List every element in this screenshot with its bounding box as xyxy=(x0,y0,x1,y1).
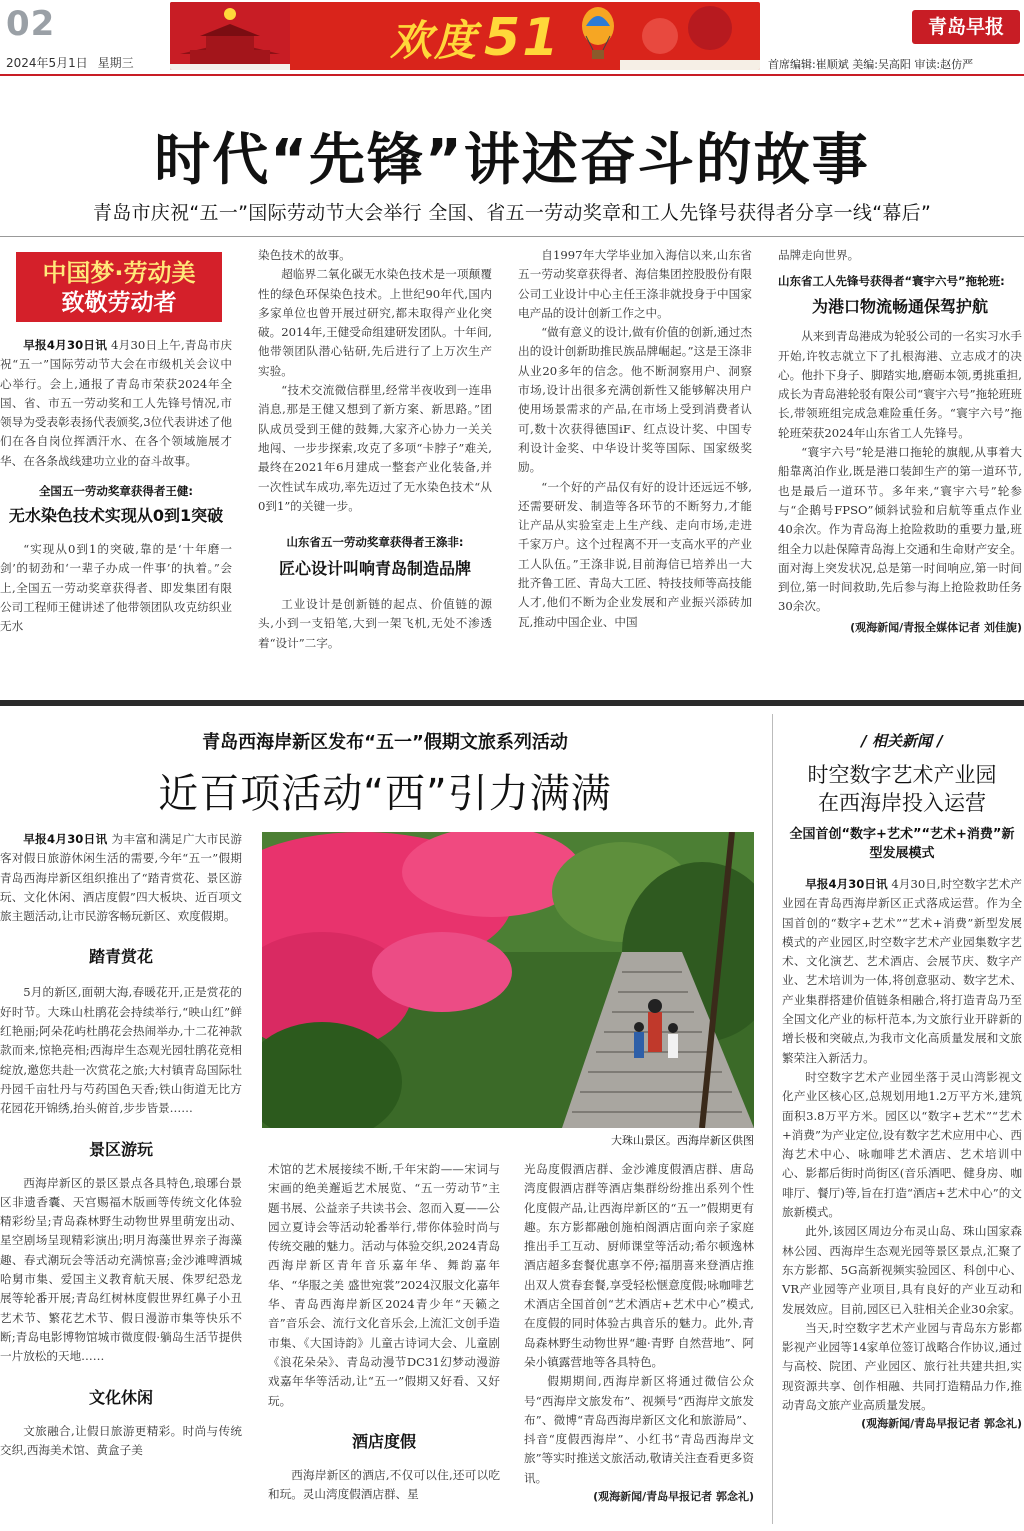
feature-badge xyxy=(16,252,222,322)
tiananmen-illustration xyxy=(170,2,290,70)
related-title-1: 时空数字艺术产业园 xyxy=(807,763,997,787)
second-intro xyxy=(0,830,242,926)
col4-title: 为港口物流畅通保驾护航 xyxy=(811,297,988,317)
col2-kicker: 山东省五一劳动奖章获得者王涤非: xyxy=(286,535,464,550)
mid-para-2: 西海岸新区的酒店,不仅可以住,还可以吃和玩。灵山湾度假酒店群、星 xyxy=(268,1467,500,1502)
second-kicker: 青岛西海岸新区发布“五一”假期文旅系列活动 xyxy=(202,732,568,753)
date-text: 2024年5月1日 xyxy=(6,56,88,70)
dateline: 早报4月30日讯 xyxy=(23,338,108,352)
azalea-photo xyxy=(262,832,754,1128)
sec4-heading: 酒店度假 xyxy=(351,1431,416,1451)
related-rule xyxy=(772,714,773,1524)
second-col-3 xyxy=(524,1160,754,1504)
col1-kicker: 全国五一劳动奖章获得者王健: xyxy=(38,484,194,499)
related-para-4: 当天,时空数字艺术产业园与青岛东方影都影视产业园等14家单位签订战略合作协议,通过与高校、院团、产业园区、旅行社共建共担,实现资源共享、创作相融、共同打造精品力作,推动青岛文旅产业高质量发展。 xyxy=(782,1320,1022,1413)
second-byline: (观海新闻/青岛早报记者 郭念礼) xyxy=(593,1490,754,1504)
related-byline: (观海新闻/青岛早报记者 郭念礼) xyxy=(861,1417,1022,1431)
paper-logo: 青岛早报 xyxy=(912,10,1020,44)
related-para-2: 时空数字艺术产业园坐落于灵山湾影视文化产业区核心区,总规划用地1.2万平方米,建筑面积3.8万平方米。园区以“数字+艺术”“艺术+消费”为产业定位,设有数字艺术应用中心、西海艺术中心、咏咖啡艺术酒店、艺术培训中心、影都后街时尚街区(音乐酒吧、健身房、咖啡厅、餐厅)等,旨在打造“酒店+艺术中心”的文旅新模式。 xyxy=(782,1069,1022,1220)
banner-word: 欢度 xyxy=(390,16,479,65)
lead-col3-para-2: “做有意义的设计,做有价值的创新,通过杰出的设计创新助推民族品牌崛起。”这是王涤非从业20多年的信念。他不断洞察用户、洞察市场,设计出很多充满创新性又能够解决用户使用场景需求的产品,在市场上受到消费者认可,数十次获得德国iF、红点设计奖、中国专利设计金奖、中华设计奖等国际、国家级奖励。 xyxy=(518,325,752,475)
badge-line-2: 致敬劳动者 xyxy=(61,290,177,316)
lead-col4-para-1: 品牌走向世界。 xyxy=(778,248,860,262)
lead-col4-para-2: 从来到青岛港成为轮驳公司的一名实习水手开始,许牧志就立下了扎根海港、立志成才的决心。他扑下身子、脚踏实地,磨砺本领,勇挑重担,成长为青岛港轮驳有限公司“寰宇六号”拖轮班班长,带领班组完成急难险重任务。“寰宇六号”拖轮班荣获2024年山东省工人先锋号。 xyxy=(778,329,1022,440)
related-para-1-text: 4月30日,时空数字艺术产业园在青岛西海岸新区正式落成运营。作为全国首创的“数字+艺术”“艺术+消费”新型发展模式的产业园区,时空数字艺术产业园集数字艺术、文化演艺、艺术酒店、会展节庆、数字产业、艺术培训为一体,将创意驱动、数字艺术、产业集群搭建价值链条相融合,将打造青岛乃至全国文化产业的标杆范本,为文旅行业开辟新的增长极和突破点,为我市文化高质量发展和文旅繁荣注入新活力。 xyxy=(782,877,1023,1065)
lead-col1-para-1 xyxy=(0,336,232,471)
related-para-3: 此外,该园区周边分布灵山岛、珠山国家森林公园、西海岸生态观光园等景区景点,汇聚了东方影都、5G高新视频实验园区、科创中心、VR产业园等产业项目,具有良好的产业互动和发展效应。目前,园区已入驻相关企业30余家。 xyxy=(782,1224,1022,1316)
lead-col2-para-3: “技术交流微信群里,经常半夜收到一连串消息,那是王健又想到了新方案、新思路。”团队成员受到王健的鼓舞,大家齐心协力一关关地闯、一步步探索,攻克了多项“卡脖子”难关,最终在2021年6月建成一整套产业化装备,并一次性试车成功,率先迈过了无水染色技术“从0到1”的关键一步。 xyxy=(258,383,492,513)
lead-headline: 时代“先锋”讲述奋斗的故事 xyxy=(154,128,870,193)
lead-subhead: 青岛市庆祝“五一”国际劳动节大会举行 全国、省五一劳动奖章和工人先锋号获得者分享一线“幕后” xyxy=(92,202,932,224)
holiday-banner xyxy=(170,2,760,70)
banner-number: 51 xyxy=(484,8,561,68)
issue-date xyxy=(6,54,134,71)
photo-caption: 大珠山景区。西海岸新区供图 xyxy=(611,1134,754,1147)
header-rule xyxy=(0,74,1024,76)
sec3-text: 文旅融合,让假日旅游更精彩。时尚与传统交织,西海美术馆、黄盒子美 xyxy=(0,1423,242,1457)
lead-col2-para-1: 染色技术的故事。 xyxy=(258,248,351,262)
lead-col1-para-2: “实现从0到1的突破,靠的是‘十年磨一剑’的韧劲和‘一辈子办成一件事’的执着。”会上,全国五一劳动奖章获得者、即发集团有限公司工程师王健讲述了他带领团队攻克纺织业无水 xyxy=(0,542,232,634)
lead-col2-para-2: 超临界二氧化碳无水染色技术是一项颠覆性的绿色环保染色技术。上世纪90年代,国内多家单位也曾开展过研究,都未取得产业化突破。2014年,王健受命组建研发团队。十年间,他带领团队潜心钻研,先后进行了上万次生产实验。 xyxy=(258,267,492,378)
lead-col-4 xyxy=(778,246,1022,635)
section-separator xyxy=(0,700,1024,706)
sec2-text: 西海岸新区的景区景点各具特色,琅琊台景区非遗香囊、天宫赐福木版画等传统文化体验精彩纷呈;青岛森林野生动物世界里萌宠出动、星空剧场呈现精彩演出;明月海藻世界亲子海藻趣、春式潮玩会等活动充满惊喜;金沙滩啤酒城哈舅市集、爱国主义教育航天展、侏罗纪恐龙展等轮番开展;青岛红树林度假世界红鼻子小丑艺术节、繁花艺术节、假日漫游市集等快乐不断;青岛电影博物馆城市微度假·躺岛生活节提供一片放松的天地…… xyxy=(0,1175,242,1364)
right-para-2: 假期期间,西海岸新区将通过微信公众号“西海岸文旅发布”、视频号“西海岸文旅发布”、微博“青岛西海岸新区文化和旅游局”、抖音“度假西海岸”、小红书“青岛西海岸文旅”等实时推送文旅活动,敬请关注查看更多资讯。 xyxy=(524,1374,754,1485)
col4-kicker: 山东省工人先锋号获得者“寰宇六号”拖轮班: xyxy=(778,274,1005,289)
second-intro-text: 为丰富和满足广大市民游客对假日旅游休闲生活的需要,今年“五一”假期青岛西海岸新区组织推出了“踏青赏花、景区游玩、文化休闲、酒店度假”四大板块、近百项文旅主题活动,让市民游客畅玩新区、欢度假期。 xyxy=(0,832,243,924)
related-deck: 全国首创“数字+艺术”“艺术+消费”新型发展模式 xyxy=(789,827,1015,861)
related-dateline: 早报4月30日讯 xyxy=(805,877,888,891)
badge-line-1: 中国梦·劳动美 xyxy=(42,259,196,287)
sec1-heading: 踏青赏花 xyxy=(88,947,153,967)
second-dateline: 早报4月30日讯 xyxy=(23,832,108,846)
lead-col-1 xyxy=(0,252,232,637)
right-para-1: 光岛度假酒店群、金沙滩度假酒店群、唐岛湾度假酒店群等酒店集群纷纷推出系列个性化度假产品,让西海岸新区的“五一”假期更有趣。东方影都融创施柏阁酒店面向亲子家庭推出手工互动、厨师课堂等活动;希尔顿逸林酒店超多套餐优惠享不停;福朋喜来登酒店推出双人赏春套餐,享受轻松惬意度假;咏咖啡艺术酒店全国首创“艺术酒店+艺术中心”模式,在度假的同时体验古典音乐的魅力。此外,青岛森林野生动物世界“趣·青野 自然营地”、阿朵小镇露营地等各具特色。 xyxy=(524,1162,754,1369)
lead-col-2 xyxy=(258,246,492,653)
sec1-text: 5月的新区,面朝大海,春暖花开,正是赏花的好时节。大珠山杜鹃花会持续举行,“映山红”鲜红艳丽;阿朵花屿杜鹃花会热闹举办,十二花神款款而来,惊艳亮相;西海岸生态观光园牡鹃花竞相绽放,邀您共赴一次赏花之旅;大村镇青岛国际牡丹园千亩牡丹与芍药国色天香;铁山街道无比方花园花开锦绣,抬头俯首,步步皆景…… xyxy=(0,985,242,1116)
weekday-text: 星期三 xyxy=(97,56,134,70)
festival-decor xyxy=(620,2,760,70)
second-col-2 xyxy=(268,1160,500,1504)
lead-col-3 xyxy=(518,246,752,632)
lead-byline: (观海新闻/青报全媒体记者 刘佳旎) xyxy=(850,620,1022,634)
photo-illustration xyxy=(262,832,754,1128)
lead-col3-para-3: “一个好的产品仅有好的设计还远远不够,还需要研发、制造等各环节的不断努力,才能让产品从实验室走上生产线、走向市场,走进千家万户。这个过程离不开一支高水平的产业工人队伍。”王涤非说,目前海信已培养出一大批齐鲁工匠、青岛大工匠、特技技师等高技能人才,他们不断为企业发展和产业振兴添砖加瓦,推动中国企业、中国 xyxy=(518,479,752,629)
second-headline: 近百项活动“西”引力满满 xyxy=(158,771,612,817)
hot-air-balloon-icon xyxy=(578,6,618,66)
related-para-1 xyxy=(782,875,1022,1068)
sec3-heading: 文化休闲 xyxy=(88,1387,153,1407)
sec2-heading: 景区游玩 xyxy=(88,1139,153,1159)
related-label: / 相关新闻 / xyxy=(861,732,943,750)
lead-col4-para-3: “寰宇六号”轮是港口拖轮的旗舰,从事着大船靠离泊作业,既是港口装卸生产的第一道环节,也是最后一道环节。多年来,“寰宇六号”轮参与“企鹅号FPSO”倾斜试验和启航等重点作业40余次。作为青岛海上抢险救助的重要力量,班组全力以赴保障青岛海上交通和生命财产安全。面对海上突发状况,总是第一时间响应,第一时间到位,第一时间救助,先后参与海上抢险救助任务30余次。 xyxy=(778,445,1022,614)
lead-col2-para-4: 工业设计是创新链的起点、价值链的源头,小到一支铅笔,大到一架飞机,无处不渗透着“设计”二字。 xyxy=(258,597,492,650)
lead-col3-para-1: 自1997年大学毕业加入海信以来,山东省五一劳动奖章获得者、海信集团控股股份有限公司工业设计中心主任王涤非就投身于中国家电产品的设计创新工作之中。 xyxy=(518,248,752,320)
col2-title: 匠心设计叫响青岛制造品牌 xyxy=(278,559,471,579)
col1-title: 无水染色技术实现从0到1突破 xyxy=(8,506,224,526)
editor-credits: 首席编辑:崔顺斌 美编:吴高阳 审读:赵仿严 xyxy=(768,58,974,71)
related-title-2: 在西海岸投入运营 xyxy=(818,791,986,815)
lead-rule xyxy=(0,236,1024,237)
second-col-1 xyxy=(0,830,242,1460)
dateline-text: 4月30日上午,青岛市庆祝“五一”国际劳动节大会在市级机关会议中心举行。会上,通报了青岛市荣获2024年全国、省、市五一劳动奖和工人先锋号情况,市领导为受表彰表扬代表颁奖,3位代表讲述了他们在各自岗位挥洒汗水、在各个领域施展才华、在各条战线建功立业的奋斗故事。 xyxy=(0,338,232,468)
related-news xyxy=(782,730,1022,1431)
banner-text xyxy=(390,8,560,68)
page-number: 02 xyxy=(6,4,56,44)
mid-para-1: 术馆的艺术展接续不断,千年宋韵——宋词与宋画的绝美邂逅艺术展览、“五一劳动节”主题书展、公益亲子共读书会、忽而入夏——公园立夏诗会等活动轮番举行,带你体验时尚与传统交融的魅力。活动与体验交织,2024青岛西海岸新区青年音乐嘉年华、舞韵嘉年华、“华服之美 盛世宛裳”2024汉服文化嘉年华、青岛西海岸新区2024青少年“天籁之音”音乐会、流行文化音乐会,上流汇文创手造市集、《大国诗韵》儿童古诗词大会、儿童剧《浪花朵朵》、青岛动漫节DC31幻梦动漫游戏嘉年华等活动,让“五一”假期又好看、又好玩。 xyxy=(268,1162,500,1408)
